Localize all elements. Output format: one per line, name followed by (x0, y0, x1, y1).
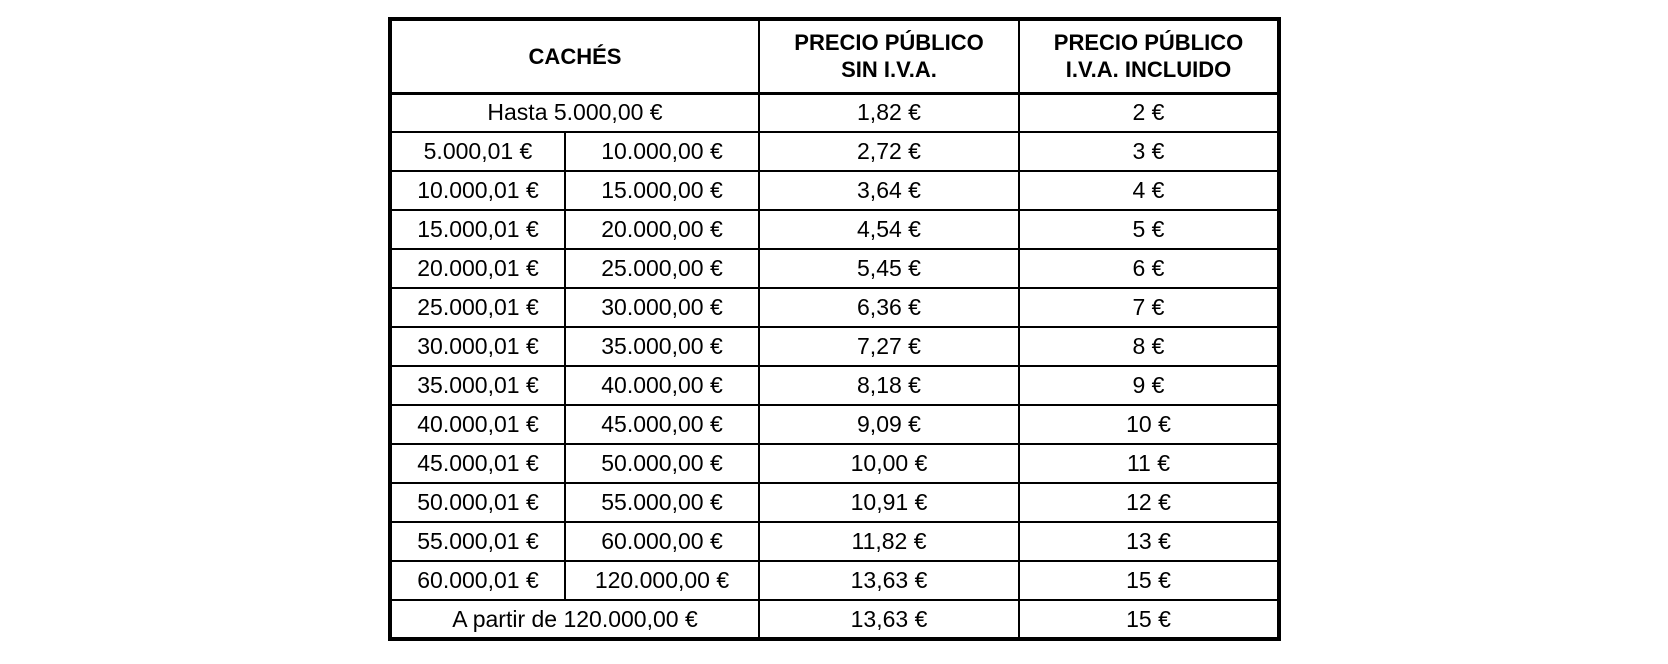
table-row (390, 600, 1279, 639)
price-iva-incluido-cell: 5 € (1019, 210, 1279, 249)
price-iva-incluido-cell: 3 € (1019, 132, 1279, 171)
cache-to-cell: 30.000,00 € (565, 288, 759, 327)
price-iva-incluido-cell: 13 € (1019, 522, 1279, 561)
price-sin-iva-cell: 13,63 € (759, 600, 1019, 639)
header-iva-incluido (1019, 19, 1279, 93)
cache-from-cell: 30.000,01 € (390, 327, 565, 366)
header-iva-incluido-line1: PRECIO PÚBLICO (1053, 29, 1244, 55)
price-sin-iva-cell: 11,82 € (759, 522, 1019, 561)
price-sin-iva-cell: 5,45 € (759, 249, 1019, 288)
price-iva-incluido-cell: 9 € (1019, 366, 1279, 405)
price-iva-incluido-cell: 11 € (1019, 444, 1279, 483)
price-sin-iva-cell: 8,18 € (759, 366, 1019, 405)
table-row (390, 522, 1279, 561)
table-header (390, 19, 1279, 93)
header-row (390, 19, 1279, 93)
price-sin-iva-cell: 3,64 € (759, 171, 1019, 210)
cache-from-cell: 20.000,01 € (390, 249, 565, 288)
cache-from-cell: 15.000,01 € (390, 210, 565, 249)
price-iva-incluido-cell: 8 € (1019, 327, 1279, 366)
cache-to-cell: 40.000,00 € (565, 366, 759, 405)
table-row (390, 561, 1279, 600)
price-sin-iva-cell: 7,27 € (759, 327, 1019, 366)
price-iva-incluido-cell: 4 € (1019, 171, 1279, 210)
header-sin-iva-line1: PRECIO PÚBLICO (794, 29, 984, 55)
cache-to-cell: 45.000,00 € (565, 405, 759, 444)
price-iva-incluido-cell: 15 € (1019, 600, 1279, 639)
price-iva-incluido-cell: 15 € (1019, 561, 1279, 600)
price-sin-iva-cell: 10,00 € (759, 444, 1019, 483)
tariff-table (388, 17, 1281, 641)
cache-from-cell: 40.000,01 € (390, 405, 565, 444)
table-row (390, 327, 1279, 366)
cache-to-cell: 25.000,00 € (565, 249, 759, 288)
table-row (390, 288, 1279, 327)
table-row (390, 483, 1279, 522)
header-iva-incluido-line2: I.V.A. INCLUIDO (1065, 57, 1232, 83)
table-row (390, 366, 1279, 405)
cache-to-cell: 50.000,00 € (565, 444, 759, 483)
cache-from-cell: 35.000,01 € (390, 366, 565, 405)
price-sin-iva-cell: 13,63 € (759, 561, 1019, 600)
header-sin-iva (759, 19, 1019, 93)
cache-from-cell: 50.000,01 € (390, 483, 565, 522)
table-row (390, 249, 1279, 288)
table-row (390, 444, 1279, 483)
price-sin-iva-cell: 2,72 € (759, 132, 1019, 171)
table-row (390, 210, 1279, 249)
cache-from-cell: 55.000,01 € (390, 522, 565, 561)
price-sin-iva-cell: 9,09 € (759, 405, 1019, 444)
cache-to-cell: 120.000,00 € (565, 561, 759, 600)
cache-from-cell: 5.000,01 € (390, 132, 565, 171)
price-iva-incluido-cell: 6 € (1019, 249, 1279, 288)
cache-from-cell: 10.000,01 € (390, 171, 565, 210)
cache-to-cell: 20.000,00 € (565, 210, 759, 249)
header-sin-iva-line2: SIN I.V.A. (841, 57, 937, 83)
cache-to-cell: 55.000,00 € (565, 483, 759, 522)
cache-from-cell: 60.000,01 € (390, 561, 565, 600)
cache-range-cell: Hasta 5.000,00 € (390, 93, 759, 132)
table-row (390, 93, 1279, 132)
cache-to-cell: 60.000,00 € (565, 522, 759, 561)
price-iva-incluido-cell: 12 € (1019, 483, 1279, 522)
cache-range-cell: A partir de 120.000,00 € (390, 600, 759, 639)
table-row (390, 171, 1279, 210)
price-sin-iva-cell: 4,54 € (759, 210, 1019, 249)
cache-from-cell: 45.000,01 € (390, 444, 565, 483)
cache-to-cell: 15.000,00 € (565, 171, 759, 210)
price-iva-incluido-cell: 2 € (1019, 93, 1279, 132)
price-sin-iva-cell: 1,82 € (759, 93, 1019, 132)
table-row (390, 405, 1279, 444)
price-iva-incluido-cell: 7 € (1019, 288, 1279, 327)
cache-from-cell: 25.000,01 € (390, 288, 565, 327)
header-caches (390, 19, 759, 93)
table-row (390, 132, 1279, 171)
price-sin-iva-cell: 6,36 € (759, 288, 1019, 327)
header-caches-label: CACHÉS (528, 43, 622, 69)
cache-to-cell: 10.000,00 € (565, 132, 759, 171)
cache-to-cell: 35.000,00 € (565, 327, 759, 366)
table-body (390, 93, 1279, 639)
price-sin-iva-cell: 10,91 € (759, 483, 1019, 522)
price-iva-incluido-cell: 10 € (1019, 405, 1279, 444)
